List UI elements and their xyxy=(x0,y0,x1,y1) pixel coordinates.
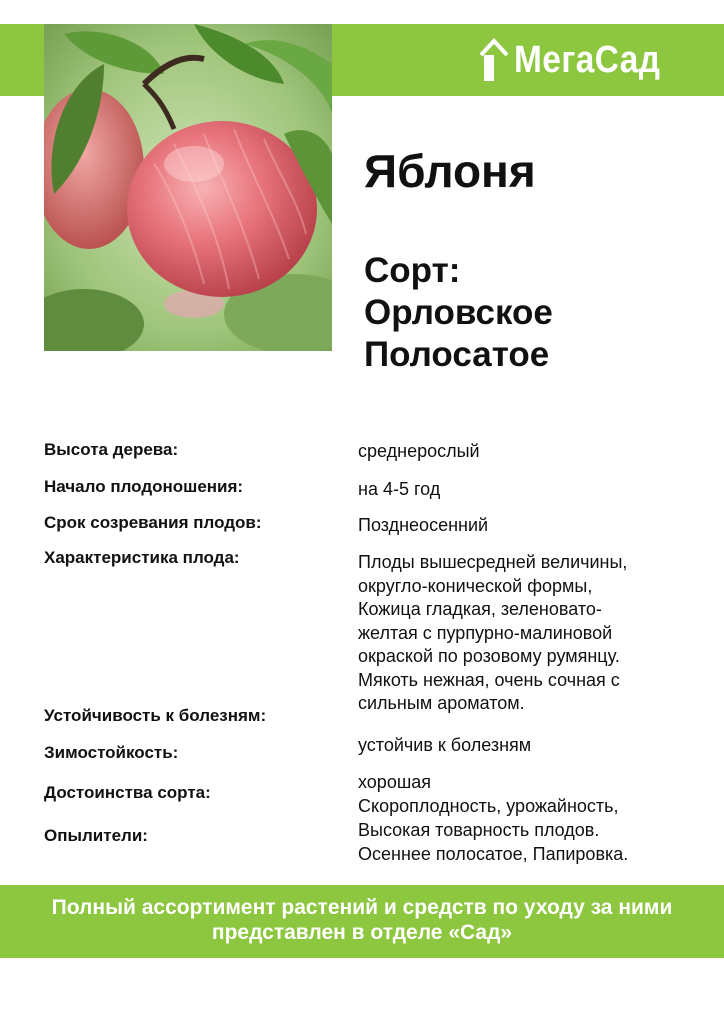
label-variety-merits: Достоинства сорта: xyxy=(44,783,211,802)
merits-line: Высокая товарность плодов. xyxy=(358,819,600,840)
value-tree-height: среднерослый xyxy=(358,441,480,461)
apple-photo xyxy=(44,24,332,351)
value-fruiting-start: на 4-5 год xyxy=(358,479,441,499)
label-fruit-characteristics: Характеристика плода: xyxy=(44,548,240,567)
value-variety-merits xyxy=(358,795,619,842)
label-pollinators: Опылители: xyxy=(44,826,148,845)
brand-logo xyxy=(478,30,680,90)
label-fruiting-start: Начало плодоношения: xyxy=(44,477,244,496)
variety-title xyxy=(364,250,704,376)
brand-name: МегаСад xyxy=(514,38,661,81)
value-disease-resistance: устойчив к болезням xyxy=(358,735,532,755)
fruit-line: Мякоть нежная, очень сочная с xyxy=(358,669,620,690)
footer-text xyxy=(0,895,724,945)
value-fruit-characteristics xyxy=(358,551,627,716)
footer-line-2: представлен в отделе «Сад» xyxy=(211,921,513,944)
apple-photo-icon xyxy=(44,24,332,351)
fruit-line: Плоды вышесредней величины, xyxy=(358,552,628,572)
variety-name-line-1: Орловское xyxy=(364,293,553,332)
fruit-line: округло-конической формы, xyxy=(358,575,593,596)
variety-label: Сорт: xyxy=(364,251,461,290)
fruit-line: окраской по розовому румянцу. xyxy=(358,646,620,666)
label-tree-height: Высота дерева: xyxy=(44,440,179,459)
footer-line-1: Полный ассортимент растений и средств по уходу за ними xyxy=(51,896,673,919)
label-ripening-period: Срок созревания плодов: xyxy=(44,513,262,532)
variety-name-line-2: Полосатое xyxy=(364,335,550,374)
label-disease-resistance: Устойчивость к болезням: xyxy=(44,706,267,725)
fruit-line: желтая с пурпурно-малиновой xyxy=(358,622,613,643)
page-title: Яблоня xyxy=(364,145,536,197)
merits-line: Скороплодность, урожайность, xyxy=(358,796,619,816)
value-ripening-period: Позднеосенний xyxy=(358,515,489,535)
label-winter-hardiness: Зимостойкость: xyxy=(44,743,179,762)
fruit-line: сильным ароматом. xyxy=(358,693,525,713)
house-icon xyxy=(478,35,510,85)
fruit-line: Кожица гладкая, зеленовато- xyxy=(358,599,602,619)
value-winter-hardiness: хорошая xyxy=(358,772,432,792)
value-pollinators: Осеннее полосатое, Папировка. xyxy=(358,844,629,864)
